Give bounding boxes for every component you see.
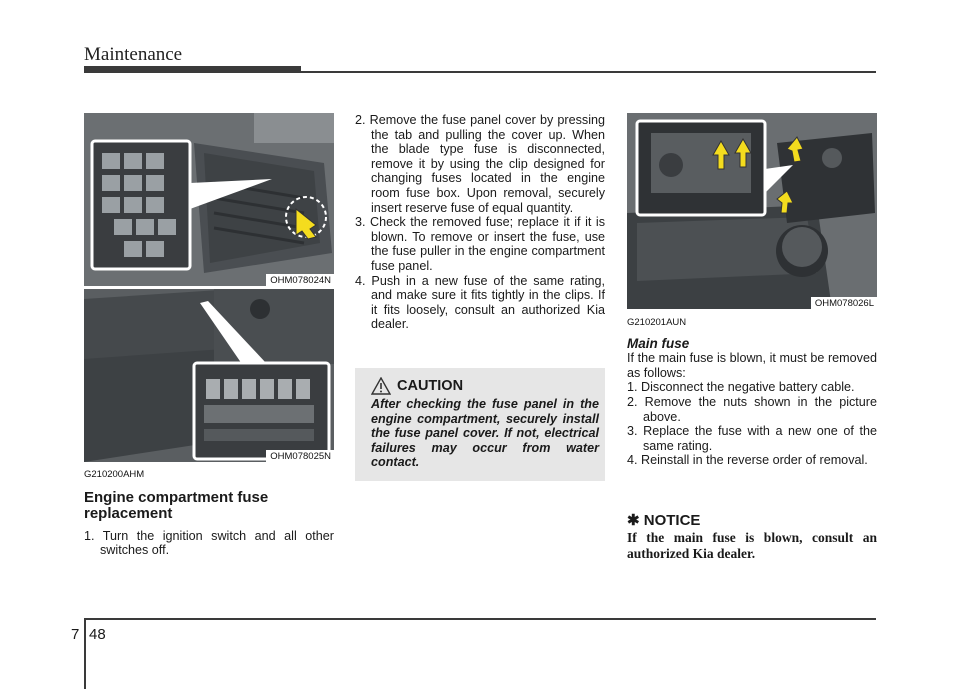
notice-text: If the main fuse is blown, consult an authorized Kia dealer.: [627, 530, 877, 561]
intro-text: If the main fuse is blown, it must be removed as follows:: [627, 351, 877, 380]
step-3: 3. Check the removed fuse; replace it if it is blown. To remove or insert the fuse, use the fuse puller in the engine compartment fuse panel.: [355, 215, 605, 273]
fuse-box-illustration: [84, 113, 334, 286]
photo-code: OHM078025N: [266, 450, 334, 462]
section-heading: Main fuse: [627, 335, 690, 351]
section-heading: Engine compartment fuse replacement: [84, 488, 269, 522]
section-code: G210200AHM: [84, 469, 145, 480]
footer-rule: [84, 618, 876, 620]
step-4: 4. Reinstall in the reverse order of removal.: [627, 453, 868, 468]
step-1: 1. Turn the ignition switch and all other switches off.: [84, 528, 334, 558]
page-title: Maintenance: [84, 44, 183, 65]
fuse-panel-illustration: [84, 289, 334, 462]
caution-title: CAUTION: [397, 378, 464, 394]
section-code: G210201AUN: [627, 317, 687, 328]
warning-triangle-icon: [371, 377, 391, 395]
fuse-panel-photo: [84, 289, 334, 462]
step-4: 4. Push in a new fuse of the same rating, and make sure it fits tightly in the clips. If it fits loosely, consult an authorized Kia dealer.: [355, 273, 605, 332]
right-column: [627, 316, 877, 468]
step-2: 2. Remove the nuts shown in the picture above.: [627, 394, 877, 424]
header-rule: [301, 71, 876, 73]
header-bar: [84, 66, 301, 73]
left-column: [84, 468, 334, 558]
notice-title: ✱ NOTICE: [627, 512, 701, 529]
page-number: 48: [89, 626, 106, 643]
caution-box: [355, 368, 605, 481]
step-3: 3. Replace the fuse with a new one of the same rating.: [627, 424, 877, 453]
chapter-number: 7: [71, 626, 80, 643]
step-1: 1. Disconnect the negative battery cable.: [627, 380, 855, 395]
photo-code: OHM078026L: [811, 297, 877, 309]
fuse-box-photo: [84, 113, 334, 286]
main-fuse-photo: [627, 113, 877, 309]
photo-code: OHM078024N: [266, 274, 334, 286]
footer-divider: [84, 618, 86, 689]
middle-column: [355, 113, 605, 332]
step-2: 2. Remove the fuse panel cover by pressing the tab and pulling the cover up. When the blade type fuse is disconnected, remove it by using the clip designed for changing fuses located in the engine room fuse box. Upon removal, securely insert reserve fuse of equal quantity.: [355, 113, 605, 215]
caution-text: After checking the fuse panel in the engine compartment, securely install the fuse panel cover. If not, electrical failures may occur from water contact.: [371, 397, 599, 470]
main-fuse-illustration: [627, 113, 877, 309]
